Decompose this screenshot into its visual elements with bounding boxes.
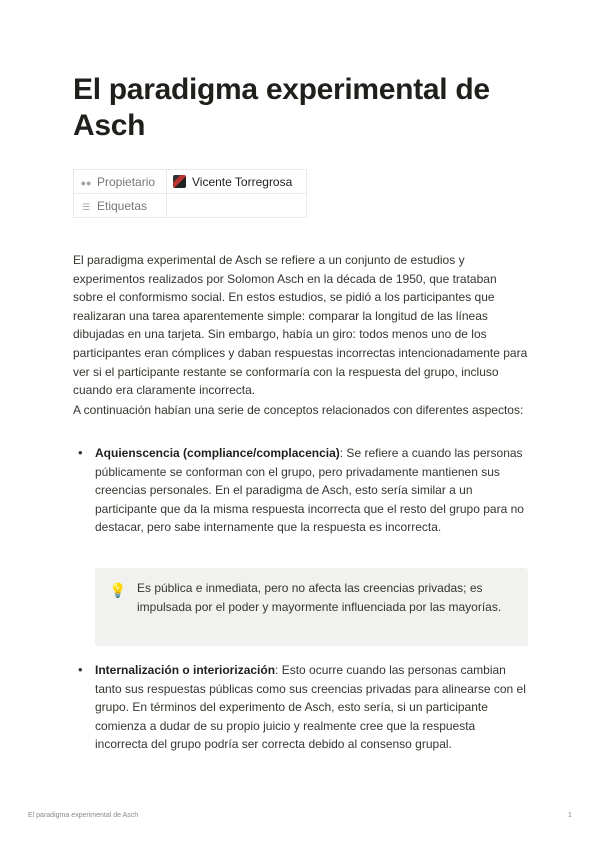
page-title: El paradigma experimental de Asch bbox=[73, 73, 490, 142]
list-icon: ☰ bbox=[81, 201, 91, 212]
bullet-dot: • bbox=[78, 445, 83, 460]
lead-paragraph: A continuación habían una serie de conceptos relacionados con diferentes aspectos: bbox=[73, 403, 524, 417]
intro-paragraph: El paradigma experimental de Asch se refiere a un conjunto de estudios y experimentos realizados por Solomon Asch en la década de 1950, que trataban sobre el conformismo social. En estos estudios, se pidió a los participantes que realizaran una tarea aparentemente simple: comparar la longitud de las líneas dibujadas en una tarjeta. Sin embargo, había un giro: todos menos uno de los participantes eran cómplices y daban respuestas incorrectas intencionadamente para ver si el participante restante se conformaría con la respuesta del grupo, incluso cuando era claramente incorrecta. bbox=[73, 253, 528, 398]
avatar bbox=[173, 175, 186, 188]
bullet-dot: • bbox=[78, 662, 83, 677]
lightbulb-icon: 💡 bbox=[109, 582, 127, 598]
list-item-text: Internalización o interiorización: Esto ocurre cuando las personas cambian tanto sus respuestas públicas como sus creencias privadas para alinearse con el grupo. En términos del experimento de Asch, esto sería, si un participante comienza a dudar de su propio juicio y realmente cree que la respuesta incorrecta del grupo podría ser correcta debido al consenso grupal. bbox=[95, 663, 526, 752]
property-value-owner[interactable]: Vicente Torregrosa bbox=[167, 170, 307, 194]
properties-table bbox=[73, 169, 307, 218]
callout-text: Es pública e inmediata, pero no afecta las creencias privadas; es impulsada por el poder y mayormente influenciada por las mayorías. bbox=[137, 581, 502, 614]
property-key-owner: ●● Propietario bbox=[74, 170, 167, 194]
property-value-tags[interactable] bbox=[167, 194, 307, 218]
page-number: 1 bbox=[568, 812, 572, 819]
list-item-text: Aquienscencia (compliance/complacencia): Se refiere a cuando las personas públicamente se conforman con el grupo, pero privadamente mantienen sus creencias personales. En el paradigma de Asch, esto sería similar a un participante que da la misma respuesta incorrecta que el resto del grupo para no destacar, pero sabe internamente que la respuesta es incorrecta. bbox=[95, 446, 524, 535]
property-key-tags: ☰ Etiquetas bbox=[74, 194, 167, 218]
people-icon: ●● bbox=[80, 177, 92, 188]
callout-block bbox=[95, 568, 528, 646]
footer-title: El paradigma experimental de Asch bbox=[28, 812, 139, 819]
property-row-tags bbox=[74, 194, 307, 218]
property-row-owner bbox=[74, 170, 307, 194]
